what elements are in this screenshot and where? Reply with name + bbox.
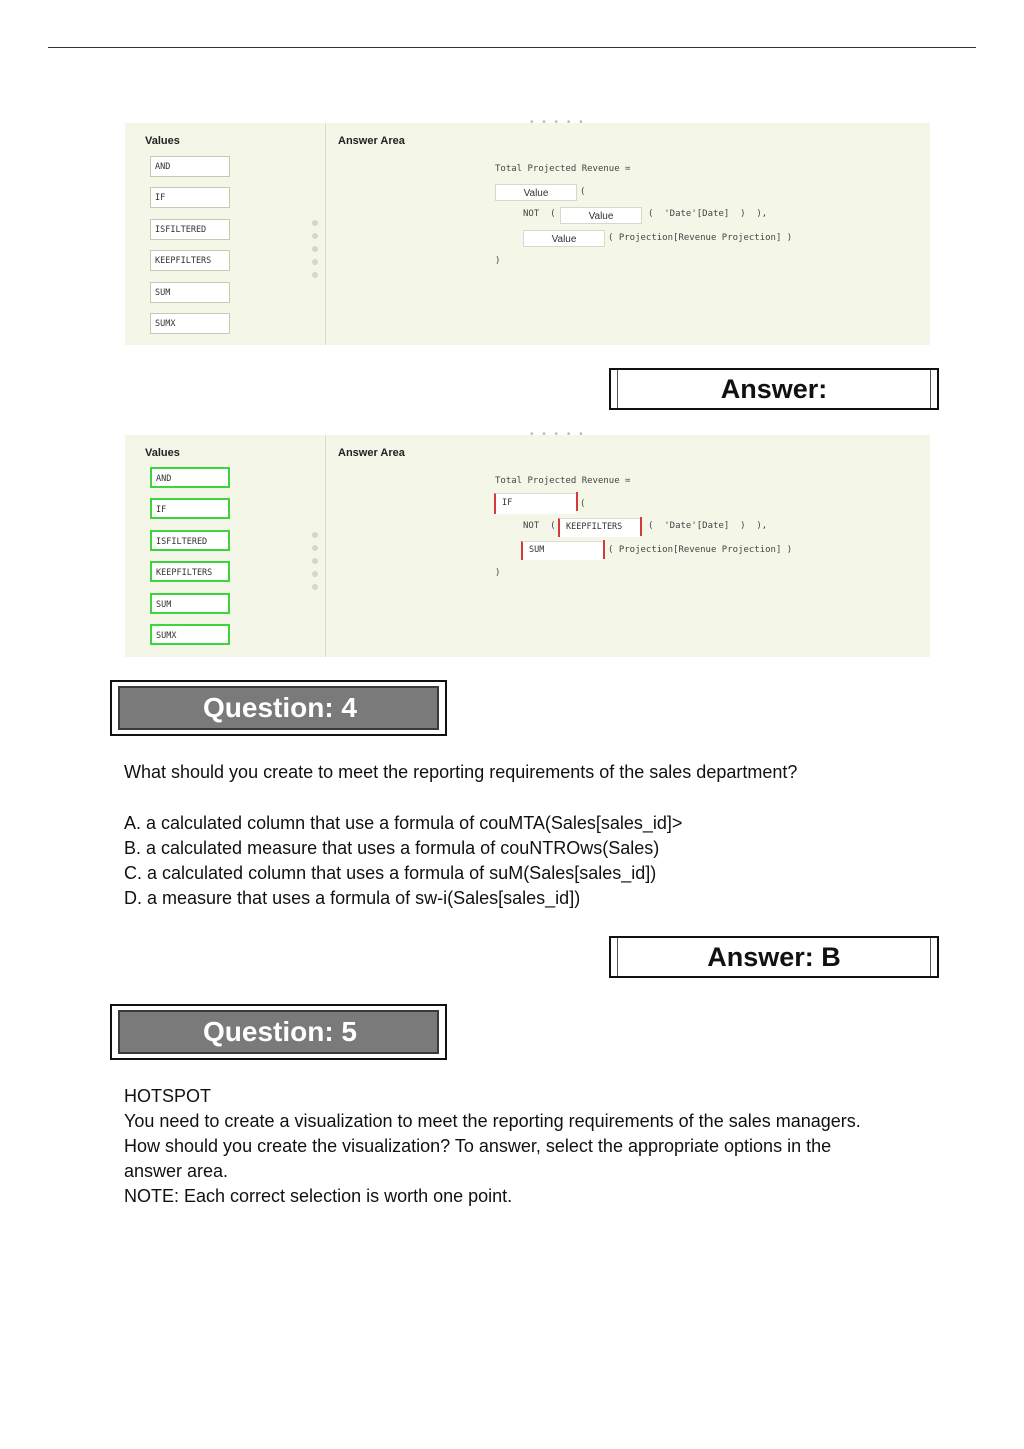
value-option[interactable]: IF [150, 187, 230, 208]
code-not-prefix: NOT ( [523, 521, 556, 531]
answer-b-banner [609, 936, 939, 978]
code-close: ) [495, 256, 501, 266]
value-option[interactable]: ISFILTERED [150, 530, 230, 551]
code-line-title: Total Projected Revenue = [495, 164, 631, 174]
code-not-suffix: ( 'Date'[Date] ) ), [648, 521, 768, 531]
grip-dot [312, 233, 318, 239]
value-option[interactable]: SUMX [150, 313, 230, 334]
question-5-note: NOTE: Each correct selection is worth one point. [124, 1186, 513, 1206]
grip-dot [312, 571, 318, 577]
code-line-title: Total Projected Revenue = [495, 476, 631, 486]
filled-slot-3[interactable]: SUM [521, 541, 603, 560]
value-option[interactable]: SUM [150, 282, 230, 303]
code-close: ) [495, 568, 501, 578]
code-not-suffix: ( 'Date'[Date] ) ), [648, 209, 768, 219]
drop-slot-2[interactable]: Value [560, 207, 642, 224]
filled-slot-1[interactable]: IF [494, 493, 576, 514]
question-5-banner [110, 1004, 447, 1060]
code-sum-suffix: ( Projection[Revenue Projection] ) [608, 233, 793, 243]
drag-drop-question-panel [125, 117, 930, 345]
value-option[interactable]: SUM [150, 593, 230, 614]
option-c[interactable]: C. a calculated column that uses a formula of suM(Sales[sales_id]) [124, 863, 657, 883]
code-not-prefix: NOT ( [523, 209, 556, 219]
drop-slot-1[interactable]: Value [495, 184, 577, 201]
value-option[interactable]: AND [150, 156, 230, 177]
value-option[interactable]: AND [150, 467, 230, 488]
values-column [125, 123, 326, 345]
question-4-title: Question: 4 [202, 692, 357, 723]
grip-dot [312, 246, 318, 252]
grip-dot [312, 545, 318, 551]
option-a[interactable]: A. a calculated column that use a formula of couMTA(Sales[sales_id]> [124, 813, 683, 833]
values-column [125, 435, 326, 657]
option-b[interactable]: B. a calculated measure that uses a formula of couNTROws(Sales) [124, 838, 660, 858]
code-sum-suffix: ( Projection[Revenue Projection] ) [608, 545, 793, 555]
question-4-prompt: What should you create to meet the reporting requirements of the sales department? [124, 762, 798, 782]
grip-dot [312, 272, 318, 278]
values-title: Values [145, 447, 180, 459]
drop-slot-3[interactable]: Value [523, 230, 605, 247]
values-title: Values [145, 135, 180, 147]
answer-banner [609, 368, 939, 410]
drag-drop-answer-panel [125, 429, 930, 657]
value-option[interactable]: KEEPFILTERS [150, 561, 230, 582]
grip-dot [312, 532, 318, 538]
value-option[interactable]: KEEPFILTERS [150, 250, 230, 271]
question-5-line: answer area. [124, 1161, 229, 1181]
question-5-line: How should you create the visualization? To answer, select the appropriate options in the [124, 1136, 832, 1156]
drag-dots: • • • • • [530, 429, 586, 440]
drag-dots: • • • • • [530, 117, 586, 128]
answer-area-title: Answer Area [338, 447, 405, 459]
answer-b-label: Answer: B [707, 942, 841, 972]
filled-slot-2[interactable]: KEEPFILTERS [558, 518, 640, 537]
question-5-line: You need to create a visualization to meet the reporting requirements of the sales managers. [124, 1111, 861, 1131]
value-option[interactable]: SUMX [150, 624, 230, 645]
code-paren-open: ( [580, 187, 586, 197]
value-option[interactable]: IF [150, 498, 230, 519]
code-paren-open: ( [580, 499, 586, 509]
answer-label: Answer: [720, 374, 828, 404]
answer-area-title: Answer Area [338, 135, 405, 147]
grip-dot [312, 584, 318, 590]
question-5-title: Question: 5 [202, 1016, 357, 1047]
grip-dot [312, 220, 318, 226]
hotspot-label: HOTSPOT [124, 1086, 212, 1106]
grip-dot [312, 558, 318, 564]
value-option[interactable]: ISFILTERED [150, 219, 230, 240]
question-4-banner [110, 680, 447, 736]
grip-dot [312, 259, 318, 265]
option-d[interactable]: D. a measure that uses a formula of sw-i(Sales[sales_id]) [124, 888, 581, 908]
top-rule [48, 47, 976, 48]
